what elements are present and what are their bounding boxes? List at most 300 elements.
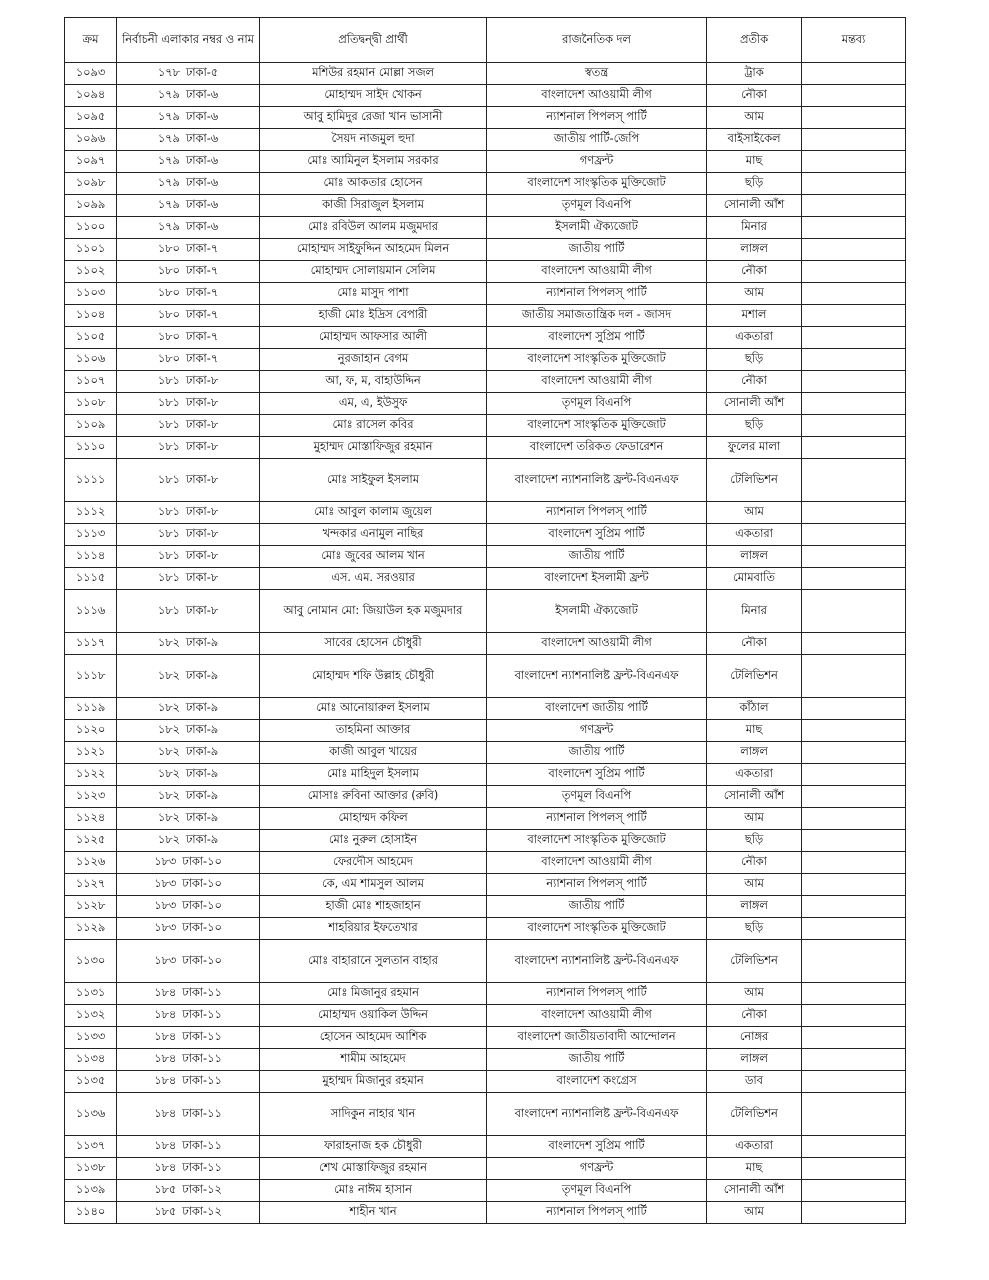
candidate-cell: নুরজাহান বেগম xyxy=(260,349,487,371)
area-cell xyxy=(117,1027,260,1049)
symbol-cell: একতারা xyxy=(707,327,802,349)
area-number: ১৮৩ xyxy=(154,899,177,913)
area-name: ঢাকা-৬ xyxy=(185,88,219,102)
area-cell xyxy=(117,742,260,764)
party-cell: ন্যাশনাল পিপলস্ পার্টি xyxy=(487,1202,707,1224)
area-name: ঢাকা-৯ xyxy=(185,833,219,847)
candidate-cell: ফেরদৌস আহমেদ xyxy=(260,852,487,874)
candidate-cell: মোহাম্মদ সোলায়মান সেলিম xyxy=(260,261,487,283)
party-cell: ন্যাশনাল পিপলস্ পার্টি xyxy=(487,874,707,896)
remarks-cell xyxy=(802,1158,906,1180)
remarks-cell xyxy=(802,459,906,502)
symbol-cell: ছড়ি xyxy=(707,918,802,940)
area-cell xyxy=(117,217,260,239)
party-cell: গণফ্রন্ট xyxy=(487,151,707,173)
area-name: ঢাকা-৯ xyxy=(185,745,219,759)
serial-cell: ১১১৭ xyxy=(65,633,117,655)
symbol-cell: টেলিভিশন xyxy=(707,940,802,983)
serial-cell: ১০৯৯ xyxy=(65,195,117,217)
area-name: ঢাকা-১২ xyxy=(182,1183,222,1197)
area-number: ১৮১ xyxy=(157,374,180,388)
area-cell xyxy=(117,327,260,349)
party-cell: বাংলাদেশ ন্যাশনালিষ্ট ফ্রন্ট-বিএনএফ xyxy=(487,655,707,698)
serial-cell: ১১৩৫ xyxy=(65,1071,117,1093)
area-number: ১৮৩ xyxy=(154,953,177,967)
table-row xyxy=(65,764,906,786)
table-row xyxy=(65,173,906,195)
area-name: ঢাকা-৮ xyxy=(185,396,219,410)
party-cell: বাংলাদেশ কংগ্রেস xyxy=(487,1071,707,1093)
remarks-cell xyxy=(802,1071,906,1093)
remarks-cell xyxy=(802,437,906,459)
serial-cell: ১১৩২ xyxy=(65,1005,117,1027)
candidate-table xyxy=(64,17,906,1224)
remarks-cell xyxy=(802,1005,906,1027)
symbol-cell: একতারা xyxy=(707,1136,802,1158)
party-cell: বাংলাদেশ আওয়ামী লীগ xyxy=(487,371,707,393)
table-row xyxy=(65,1071,906,1093)
candidate-cell: মোঃ জুবের আলম খান xyxy=(260,546,487,568)
area-cell xyxy=(117,107,260,129)
candidate-cell: মোহাম্মদ সাইদ খোকন xyxy=(260,85,487,107)
party-cell: জাতীয় পার্টি-জেপি xyxy=(487,129,707,151)
party-cell: ইসলামী ঐক্যজোট xyxy=(487,590,707,633)
serial-cell: ১১০৯ xyxy=(65,415,117,437)
serial-cell: ১১২২ xyxy=(65,764,117,786)
area-number: ১৮১ xyxy=(157,472,180,486)
table-row xyxy=(65,502,906,524)
candidate-cell: মোহাম্মদ ওয়াকিল উদ্দিন xyxy=(260,1005,487,1027)
symbol-cell: সোনালী আঁশ xyxy=(707,1180,802,1202)
symbol-cell: নোঙ্গর xyxy=(707,1027,802,1049)
party-cell: তৃণমূল বিএনপি xyxy=(487,1180,707,1202)
symbol-cell: লাঙ্গল xyxy=(707,239,802,261)
area-name: ঢাকা-৯ xyxy=(185,636,219,650)
serial-cell: ১১২০ xyxy=(65,720,117,742)
symbol-cell: টেলিভিশন xyxy=(707,1093,802,1136)
remarks-cell xyxy=(802,1027,906,1049)
area-cell xyxy=(117,720,260,742)
symbol-cell: ট্রাক xyxy=(707,63,802,85)
remarks-cell xyxy=(802,151,906,173)
symbol-cell: আম xyxy=(707,874,802,896)
area-name: ঢাকা-৬ xyxy=(185,110,219,124)
area-cell xyxy=(117,151,260,173)
area-number: ১৮২ xyxy=(157,789,180,803)
symbol-cell: বাইসাইকেল xyxy=(707,129,802,151)
serial-cell: ১১০২ xyxy=(65,261,117,283)
symbol-cell: লাঙ্গল xyxy=(707,896,802,918)
candidate-cell: এস. এম. সরওয়ার xyxy=(260,568,487,590)
table-row xyxy=(65,524,906,546)
area-cell xyxy=(117,698,260,720)
area-number: ১৮০ xyxy=(157,308,180,322)
symbol-cell: ছড়ি xyxy=(707,349,802,371)
serial-cell: ১১২৮ xyxy=(65,896,117,918)
remarks-cell xyxy=(802,107,906,129)
area-number: ১৮৩ xyxy=(154,855,177,869)
area-name: ঢাকা-১০ xyxy=(182,899,222,913)
candidate-cell: শামীম আহমেদ xyxy=(260,1049,487,1071)
area-number: ১৭৯ xyxy=(157,88,180,102)
symbol-cell: নৌকা xyxy=(707,85,802,107)
table-row xyxy=(65,349,906,371)
area-name: ঢাকা-৮ xyxy=(185,505,219,519)
candidate-cell: মোঃ মাহিদুল ইসলাম xyxy=(260,764,487,786)
table-row xyxy=(65,151,906,173)
symbol-cell: ছড়ি xyxy=(707,173,802,195)
remarks-cell xyxy=(802,590,906,633)
area-number: ১৮০ xyxy=(157,242,180,256)
area-name: ঢাকা-৯ xyxy=(185,767,219,781)
table-row xyxy=(65,129,906,151)
header-party: রাজনৈতিক দল xyxy=(487,18,707,63)
remarks-cell xyxy=(802,1136,906,1158)
candidate-cell: মোঃ বাহারানে সুলতান বাহার xyxy=(260,940,487,983)
party-cell: বাংলাদেশ ন্যাশনালিষ্ট ফ্রন্ট-বিএনএফ xyxy=(487,940,707,983)
candidate-cell: ফারাহনাজ হক চৌধুরী xyxy=(260,1136,487,1158)
area-number: ১৭৯ xyxy=(157,154,180,168)
serial-cell: ১১৩০ xyxy=(65,940,117,983)
party-cell: বাংলাদেশ সাংস্কৃতিক মুক্তিজোট xyxy=(487,918,707,940)
serial-cell: ১১৩৩ xyxy=(65,1027,117,1049)
area-number: ১৮৪ xyxy=(154,1161,177,1175)
remarks-cell xyxy=(802,896,906,918)
area-number: ১৮৪ xyxy=(154,986,177,1000)
symbol-cell: মাছ xyxy=(707,1158,802,1180)
area-number: ১৮০ xyxy=(157,352,180,366)
table-row xyxy=(65,830,906,852)
area-name: ঢাকা-৯ xyxy=(185,789,219,803)
remarks-cell xyxy=(802,502,906,524)
candidate-cell: মুহাম্মদ মিজানুর রহমান xyxy=(260,1071,487,1093)
table-row xyxy=(65,459,906,502)
symbol-cell: আম xyxy=(707,502,802,524)
table-row xyxy=(65,1136,906,1158)
serial-cell: ১১০৫ xyxy=(65,327,117,349)
remarks-cell xyxy=(802,1093,906,1136)
symbol-cell: সোনালী আঁশ xyxy=(707,786,802,808)
candidate-cell: মশিউর রহমান মোল্লা সজল xyxy=(260,63,487,85)
header-symbol: প্রতীক xyxy=(707,18,802,63)
area-number: ১৮১ xyxy=(157,571,180,585)
candidate-cell: সৈয়দ নাজমুল হুদা xyxy=(260,129,487,151)
candidate-cell: শাহীন খান xyxy=(260,1202,487,1224)
symbol-cell: টেলিভিশন xyxy=(707,459,802,502)
header-remarks: মন্তব্য xyxy=(802,18,906,63)
symbol-cell: লাঙ্গল xyxy=(707,1049,802,1071)
serial-cell: ১১২৩ xyxy=(65,786,117,808)
area-name: ঢাকা-৮ xyxy=(185,472,219,486)
area-cell xyxy=(117,283,260,305)
table-row xyxy=(65,239,906,261)
area-number: ১৮০ xyxy=(157,264,180,278)
area-cell xyxy=(117,874,260,896)
area-cell xyxy=(117,764,260,786)
remarks-cell xyxy=(802,546,906,568)
area-cell xyxy=(117,349,260,371)
symbol-cell: আম xyxy=(707,283,802,305)
table-row xyxy=(65,283,906,305)
party-cell: বাংলাদেশ সুপ্রিম পার্টি xyxy=(487,1136,707,1158)
table-row xyxy=(65,63,906,85)
serial-cell: ১১২৭ xyxy=(65,874,117,896)
serial-cell: ১১১০ xyxy=(65,437,117,459)
area-cell xyxy=(117,1158,260,1180)
candidate-cell: মোঃ সাইফুল ইসলাম xyxy=(260,459,487,502)
remarks-cell xyxy=(802,239,906,261)
area-number: ১৮২ xyxy=(157,668,180,682)
area-name: ঢাকা-৮ xyxy=(185,571,219,585)
serial-cell: ১১১৫ xyxy=(65,568,117,590)
candidate-cell: মোঃ নাঈম হাসান xyxy=(260,1180,487,1202)
symbol-cell: টেলিভিশন xyxy=(707,655,802,698)
area-number: ১৮২ xyxy=(157,701,180,715)
table-row xyxy=(65,918,906,940)
candidate-cell: মোসাঃ রুবিনা আক্তার (রুবি) xyxy=(260,786,487,808)
area-name: ঢাকা-৭ xyxy=(185,330,219,344)
party-cell: বাংলাদেশ সাংস্কৃতিক মুক্তিজোট xyxy=(487,830,707,852)
serial-cell: ১১২৬ xyxy=(65,852,117,874)
area-name: ঢাকা-১০ xyxy=(182,953,222,967)
area-name: ঢাকা-৭ xyxy=(185,308,219,322)
candidate-cell: কাজী আবুল খায়ের xyxy=(260,742,487,764)
serial-cell: ১১৩১ xyxy=(65,983,117,1005)
candidate-cell: মোঃ আমিনুল ইসলাম সরকার xyxy=(260,151,487,173)
party-cell: জাতীয় পার্টি xyxy=(487,896,707,918)
serial-cell: ১১১২ xyxy=(65,502,117,524)
symbol-cell: সোনালী আঁশ xyxy=(707,195,802,217)
party-cell: জাতীয় সমাজতান্ত্রিক দল - জাসদ xyxy=(487,305,707,327)
table-row xyxy=(65,415,906,437)
symbol-cell: মাছ xyxy=(707,151,802,173)
area-name: ঢাকা-৮ xyxy=(185,549,219,563)
symbol-cell: মিনার xyxy=(707,217,802,239)
party-cell: বাংলাদেশ সুপ্রিম পার্টি xyxy=(487,524,707,546)
area-number: ১৭৯ xyxy=(157,176,180,190)
party-cell: বাংলাদেশ ন্যাশনালিষ্ট ফ্রন্ট-বিএনএফ xyxy=(487,459,707,502)
table-row xyxy=(65,1180,906,1202)
symbol-cell: আম xyxy=(707,808,802,830)
party-cell: ন্যাশনাল পিপলস্ পার্টি xyxy=(487,283,707,305)
area-cell xyxy=(117,918,260,940)
remarks-cell xyxy=(802,742,906,764)
table-row xyxy=(65,327,906,349)
serial-cell: ১১৪০ xyxy=(65,1202,117,1224)
table-row xyxy=(65,720,906,742)
table-row xyxy=(65,305,906,327)
area-number: ১৭৯ xyxy=(157,132,180,146)
candidate-cell: মোঃ আনোয়ারুল ইসলাম xyxy=(260,698,487,720)
party-cell: বাংলাদেশ আওয়ামী লীগ xyxy=(487,633,707,655)
table-header xyxy=(65,18,906,63)
area-number: ১৮৫ xyxy=(154,1183,177,1197)
symbol-cell: আম xyxy=(707,983,802,1005)
area-name: ঢাকা-১১ xyxy=(182,1074,222,1088)
area-number: ১৮২ xyxy=(157,745,180,759)
table-row xyxy=(65,698,906,720)
party-cell: তৃণমূল বিএনপি xyxy=(487,195,707,217)
area-number: ১৮২ xyxy=(157,767,180,781)
area-name: ঢাকা-৭ xyxy=(185,242,219,256)
remarks-cell xyxy=(802,983,906,1005)
party-cell: বাংলাদেশ ন্যাশনালিষ্ট ফ্রন্ট-বিএনএফ xyxy=(487,1093,707,1136)
party-cell: বাংলাদেশ সুপ্রিম পার্টি xyxy=(487,764,707,786)
remarks-cell xyxy=(802,918,906,940)
symbol-cell: নৌকা xyxy=(707,1005,802,1027)
area-number: ১৮১ xyxy=(157,549,180,563)
serial-cell: ১১১৬ xyxy=(65,590,117,633)
symbol-cell: ছড়ি xyxy=(707,415,802,437)
party-cell: বাংলাদেশ আওয়ামী লীগ xyxy=(487,261,707,283)
area-cell xyxy=(117,1093,260,1136)
area-number: ১৭৯ xyxy=(157,220,180,234)
party-cell: বাংলাদেশ জাতীয়তাবাদী আন্দোলন xyxy=(487,1027,707,1049)
area-name: ঢাকা-৬ xyxy=(185,198,219,212)
party-cell: ন্যাশনাল পিপলস্ পার্টি xyxy=(487,808,707,830)
area-name: ঢাকা-৮ xyxy=(185,603,219,617)
remarks-cell xyxy=(802,85,906,107)
table-row xyxy=(65,85,906,107)
candidate-cell: তাহমিনা আক্তার xyxy=(260,720,487,742)
area-cell xyxy=(117,1071,260,1093)
remarks-cell xyxy=(802,1049,906,1071)
area-cell xyxy=(117,633,260,655)
serial-cell: ১০৯৫ xyxy=(65,107,117,129)
area-number: ১৮১ xyxy=(157,527,180,541)
serial-cell: ১১১৪ xyxy=(65,546,117,568)
table-row xyxy=(65,852,906,874)
area-name: ঢাকা-৭ xyxy=(185,264,219,278)
area-cell xyxy=(117,173,260,195)
symbol-cell: মাছ xyxy=(707,720,802,742)
party-cell: ন্যাশনাল পিপলস্ পার্টি xyxy=(487,107,707,129)
candidate-cell: মোহাম্মদ কফিল xyxy=(260,808,487,830)
area-cell xyxy=(117,808,260,830)
area-cell xyxy=(117,459,260,502)
area-cell xyxy=(117,371,260,393)
candidate-cell: হাজী মোঃ শাহজাহান xyxy=(260,896,487,918)
serial-cell: ১১৩৮ xyxy=(65,1158,117,1180)
candidate-cell: মোঃ আকতার হোসেন xyxy=(260,173,487,195)
party-cell: তৃণমূল বিএনপি xyxy=(487,786,707,808)
candidate-cell: মুহাম্মদ মোস্তাফিজুর রহমান xyxy=(260,437,487,459)
table-row xyxy=(65,655,906,698)
table-row xyxy=(65,896,906,918)
serial-cell: ১১০৩ xyxy=(65,283,117,305)
remarks-cell xyxy=(802,720,906,742)
area-name: ঢাকা-৫ xyxy=(185,66,219,80)
area-cell xyxy=(117,786,260,808)
remarks-cell xyxy=(802,173,906,195)
candidate-cell: মোঃ আবুল কালাম জুয়েল xyxy=(260,502,487,524)
remarks-cell xyxy=(802,786,906,808)
remarks-cell xyxy=(802,305,906,327)
candidate-cell: আ, ফ, ম, বাহাউদ্দিন xyxy=(260,371,487,393)
symbol-cell: মশাল xyxy=(707,305,802,327)
symbol-cell: কাঁঠাল xyxy=(707,698,802,720)
party-cell: বাংলাদেশ সাংস্কৃতিক মুক্তিজোট xyxy=(487,173,707,195)
party-cell: গণফ্রন্ট xyxy=(487,1158,707,1180)
area-cell xyxy=(117,85,260,107)
table-row xyxy=(65,568,906,590)
serial-cell: ১১৩৯ xyxy=(65,1180,117,1202)
remarks-cell xyxy=(802,852,906,874)
area-cell xyxy=(117,63,260,85)
serial-cell: ১১২৪ xyxy=(65,808,117,830)
area-number: ১৮২ xyxy=(157,811,180,825)
area-name: ঢাকা-১১ xyxy=(182,1161,222,1175)
area-number: ১৮১ xyxy=(157,505,180,519)
area-name: ঢাকা-১০ xyxy=(182,855,222,869)
party-cell: জাতীয় পার্টি xyxy=(487,239,707,261)
candidate-cell: মোহাম্মদ শফি উল্লাহ চৌধুরী xyxy=(260,655,487,698)
area-cell xyxy=(117,1180,260,1202)
table-row xyxy=(65,742,906,764)
area-name: ঢাকা-৮ xyxy=(185,527,219,541)
candidate-cell: কাজী সিরাজুল ইসলাম xyxy=(260,195,487,217)
header-row xyxy=(65,18,906,63)
remarks-cell xyxy=(802,524,906,546)
area-name: ঢাকা-৮ xyxy=(185,440,219,454)
remarks-cell xyxy=(802,261,906,283)
symbol-cell: আম xyxy=(707,1202,802,1224)
serial-cell: ১১০৪ xyxy=(65,305,117,327)
candidate-cell: মোঃ রাসেল কবির xyxy=(260,415,487,437)
area-name: ঢাকা-১২ xyxy=(182,1205,222,1219)
remarks-cell xyxy=(802,63,906,85)
symbol-cell: লাঙ্গল xyxy=(707,546,802,568)
remarks-cell xyxy=(802,1180,906,1202)
area-name: ঢাকা-১১ xyxy=(182,1139,222,1153)
candidate-cell: শেখ মোস্তাফিজুর রহমান xyxy=(260,1158,487,1180)
area-name: ঢাকা-৮ xyxy=(185,374,219,388)
remarks-cell xyxy=(802,327,906,349)
remarks-cell xyxy=(802,129,906,151)
party-cell: ইসলামী ঐক্যজোট xyxy=(487,217,707,239)
party-cell: জাতীয় পার্টি xyxy=(487,1049,707,1071)
table-row xyxy=(65,217,906,239)
serial-cell: ১০৯৩ xyxy=(65,63,117,85)
area-name: ঢাকা-৭ xyxy=(185,286,219,300)
symbol-cell: সোনালী আঁশ xyxy=(707,393,802,415)
remarks-cell xyxy=(802,655,906,698)
party-cell: বাংলাদেশ ইসলামী ফ্রন্ট xyxy=(487,568,707,590)
remarks-cell xyxy=(802,283,906,305)
party-cell: বাংলাদেশ আওয়ামী লীগ xyxy=(487,85,707,107)
header-area: নির্বাচনী এলাকার নম্বর ও নাম xyxy=(117,18,260,63)
area-name: ঢাকা-৯ xyxy=(185,668,219,682)
remarks-cell xyxy=(802,764,906,786)
table-row xyxy=(65,437,906,459)
area-cell xyxy=(117,830,260,852)
area-cell xyxy=(117,415,260,437)
area-number: ১৮২ xyxy=(157,723,180,737)
table-row xyxy=(65,874,906,896)
area-cell xyxy=(117,129,260,151)
header-candidate: প্রতিদ্বন্দ্বী প্রার্থী xyxy=(260,18,487,63)
area-number: ১৮৪ xyxy=(154,1052,177,1066)
candidate-cell: শাহরিয়ার ইফতেখার xyxy=(260,918,487,940)
candidate-cell: সাবের হোসেন চৌধুরী xyxy=(260,633,487,655)
serial-cell: ১০৯৪ xyxy=(65,85,117,107)
table-row xyxy=(65,590,906,633)
area-number: ১৮০ xyxy=(157,330,180,344)
remarks-cell xyxy=(802,1202,906,1224)
table-row xyxy=(65,195,906,217)
party-cell: গণফ্রন্ট xyxy=(487,720,707,742)
candidate-cell: আবু হামিদুর রেজা খান ভাসানী xyxy=(260,107,487,129)
